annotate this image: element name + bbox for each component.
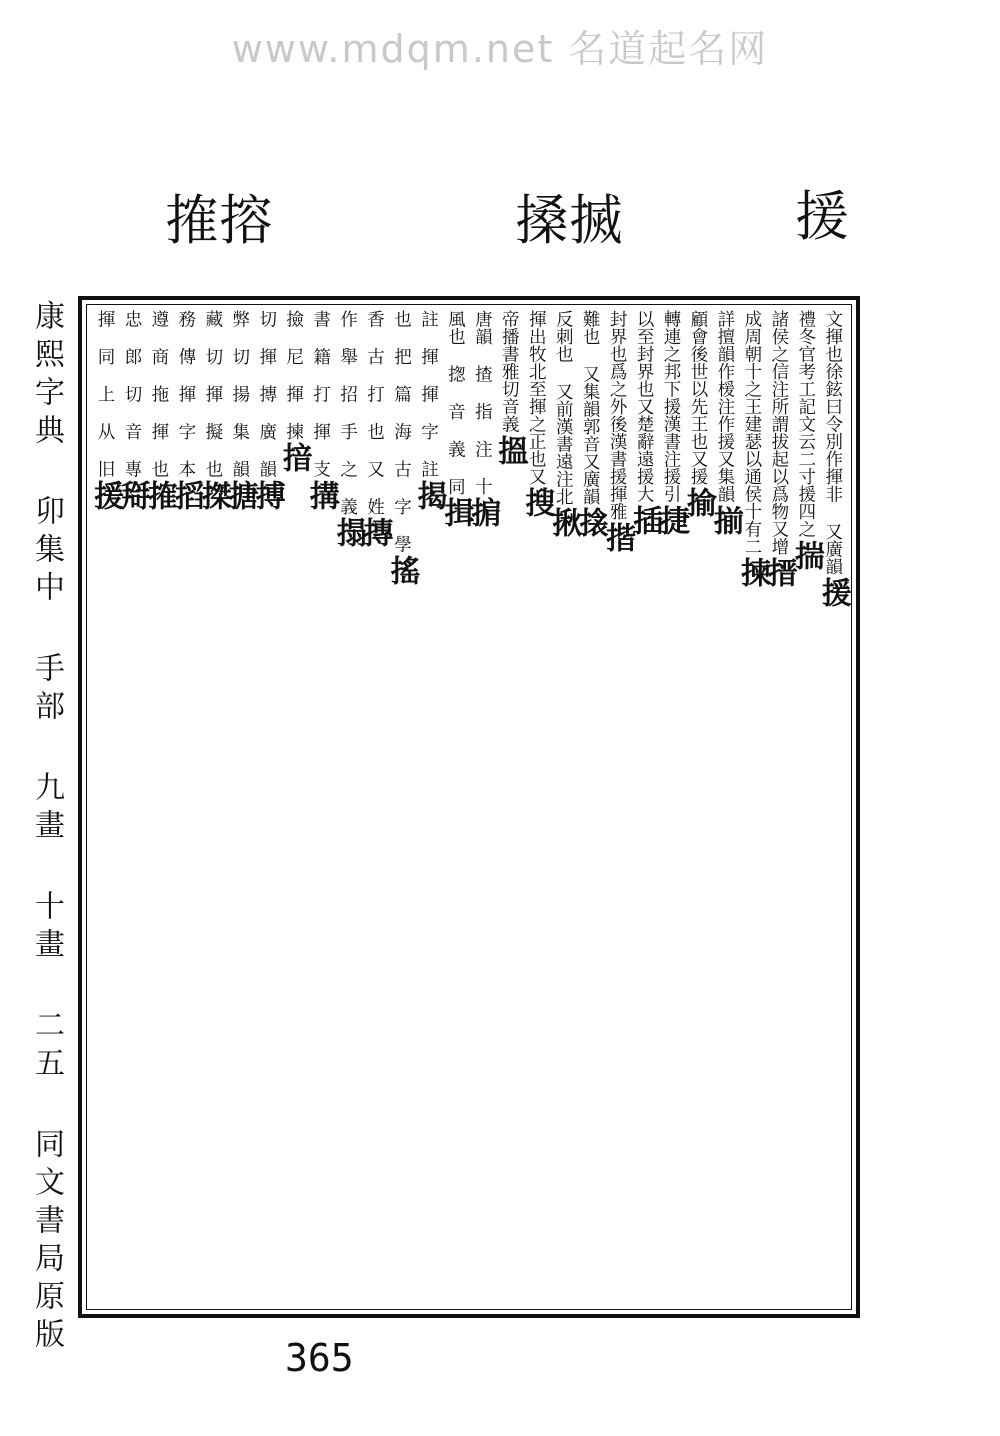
column-text: 揮出牧北至揮之正也又 bbox=[526, 310, 547, 485]
column-text: 文揮也徐鉉曰令別作揮非 又廣韻 bbox=[822, 310, 843, 575]
entry-head-character: 援 bbox=[815, 577, 851, 607]
text-column bbox=[519, 310, 555, 1304]
column-text: 禮冬官考工記文云二寸援四之 bbox=[795, 310, 816, 538]
column-text: 揮 同 上 从 旧 bbox=[95, 310, 115, 478]
entry-head-character: 揄 bbox=[680, 487, 716, 517]
entry-head-character: 搿 bbox=[114, 479, 150, 510]
text-column bbox=[734, 310, 770, 1304]
entry-head-character: 搇 bbox=[573, 507, 609, 537]
column-text: 帝播書雅切音義 bbox=[499, 310, 520, 433]
seal-glyph: 搡搣 bbox=[515, 189, 623, 252]
text-column bbox=[492, 310, 528, 1304]
text-column bbox=[357, 310, 393, 1304]
seal-script-row bbox=[0, 168, 1000, 258]
column-text: 切 揮 摶 廣 韻 bbox=[256, 310, 277, 478]
entry-head-character: 揖 bbox=[438, 497, 474, 527]
text-column bbox=[815, 310, 851, 1304]
entry-head-character: 揃 bbox=[707, 504, 743, 535]
entry-head-character: 搵 bbox=[492, 434, 528, 465]
text-columns bbox=[88, 310, 851, 1304]
entry-head-character: 插 bbox=[627, 504, 663, 535]
seal-glyph: 搉搈 bbox=[165, 189, 273, 252]
column-text: 遵 商 拖 揮 也 bbox=[148, 310, 169, 478]
text-column bbox=[330, 310, 366, 1304]
column-text: 務 傳 揮 字 本 bbox=[175, 310, 196, 478]
entry-head-character: 搨 bbox=[330, 517, 366, 547]
text-column bbox=[195, 310, 231, 1304]
text-column bbox=[627, 310, 663, 1304]
text-column bbox=[546, 310, 582, 1304]
side-title: 康熙字典 卯集中 手部 九畫 十畫 二五 同文書局原版 bbox=[29, 300, 64, 1356]
entry-head-character: 揣 bbox=[788, 539, 824, 570]
column-text: 難也 又集韻郭音又廣韻 bbox=[580, 310, 601, 505]
entry-head-character: 援 bbox=[88, 479, 123, 510]
text-column bbox=[222, 310, 258, 1304]
column-text: 書 籍 打 揮 支 bbox=[310, 310, 331, 478]
text-column bbox=[465, 310, 501, 1304]
column-text: 註 揮 揮 字 註 bbox=[418, 310, 439, 478]
text-column bbox=[276, 310, 312, 1304]
column-text: 諸侯之信注所謂拔起以爲物又增 bbox=[768, 310, 789, 555]
entry-head-character: 揩 bbox=[600, 522, 636, 552]
entry-head-character: 搜 bbox=[519, 487, 555, 517]
column-text: 香 古 打 也 又 姓 bbox=[364, 310, 385, 515]
entry-head-character: 揀 bbox=[734, 557, 770, 587]
column-text: 轉連之邦下援漢書注援引 bbox=[661, 310, 682, 503]
column-text: 封界也爲之外後漢書援揮雅 bbox=[607, 310, 628, 520]
entry-head-character: 搢 bbox=[761, 557, 797, 587]
text-column bbox=[249, 310, 285, 1304]
dictionary-page-frame bbox=[78, 296, 860, 1318]
entry-head-character: 搏 bbox=[249, 479, 285, 510]
text-column bbox=[141, 310, 177, 1304]
column-text: 也 把 篇 海 古 字 學 bbox=[391, 310, 412, 553]
column-text: 弊 切 揚 集 韻 bbox=[229, 310, 250, 478]
text-column bbox=[573, 310, 609, 1304]
text-column bbox=[411, 310, 447, 1304]
seal-glyph: 援 bbox=[795, 185, 849, 248]
text-column bbox=[114, 310, 150, 1304]
entry-head-character: 揞 bbox=[276, 442, 312, 472]
entry-head-character: 摶 bbox=[357, 517, 393, 547]
text-column bbox=[168, 310, 204, 1304]
watermark: www.mdqm.net 名道起名网 bbox=[231, 27, 769, 71]
text-column bbox=[761, 310, 797, 1304]
text-column bbox=[707, 310, 743, 1304]
entry-head-character: 揪 bbox=[546, 507, 582, 537]
text-column bbox=[88, 310, 123, 1304]
entry-head-character: 搩 bbox=[195, 479, 231, 510]
column-text: 唐韻 揸 指 注 十 bbox=[472, 310, 493, 495]
text-column bbox=[303, 310, 339, 1304]
text-column bbox=[654, 310, 690, 1304]
text-column bbox=[438, 310, 474, 1304]
column-text: 成周朝十之王建瑟以通侯十有二 bbox=[741, 310, 762, 555]
text-column bbox=[680, 310, 716, 1304]
entry-head-character: 捷 bbox=[654, 504, 690, 535]
entry-head-character: 掮 bbox=[465, 497, 501, 527]
column-text: 顧會後世以先王也又援 bbox=[687, 310, 708, 485]
column-text: 反刺也 又前漢書遠注北 bbox=[553, 310, 574, 505]
entry-head-character: 搖 bbox=[384, 554, 420, 585]
entry-head-character: 搆 bbox=[303, 479, 339, 510]
column-text: 作 舉 招 手 之 義 bbox=[337, 310, 358, 515]
column-text: 藏 切 揮 擬 也 bbox=[202, 310, 223, 478]
text-column bbox=[600, 310, 636, 1304]
column-text: 忠 郎 切 音 專 bbox=[121, 310, 142, 478]
column-text: 詳擅韻作楥注作援又集韻 bbox=[714, 310, 735, 503]
column-text: 撿 尼 揮 揀 bbox=[283, 310, 304, 440]
column-text: 風也 揔 音 義 同 bbox=[445, 310, 466, 495]
entry-head-character: 搪 bbox=[222, 479, 258, 510]
column-text: 以至封界也又楚辭遠援大 bbox=[634, 310, 655, 503]
entry-head-character: 搯 bbox=[168, 479, 204, 510]
page-number: 365 bbox=[285, 1336, 354, 1380]
text-column bbox=[788, 310, 824, 1304]
entry-head-character: 揭 bbox=[411, 479, 447, 510]
text-column bbox=[384, 310, 420, 1304]
entry-head-character: 搉 bbox=[141, 479, 177, 510]
